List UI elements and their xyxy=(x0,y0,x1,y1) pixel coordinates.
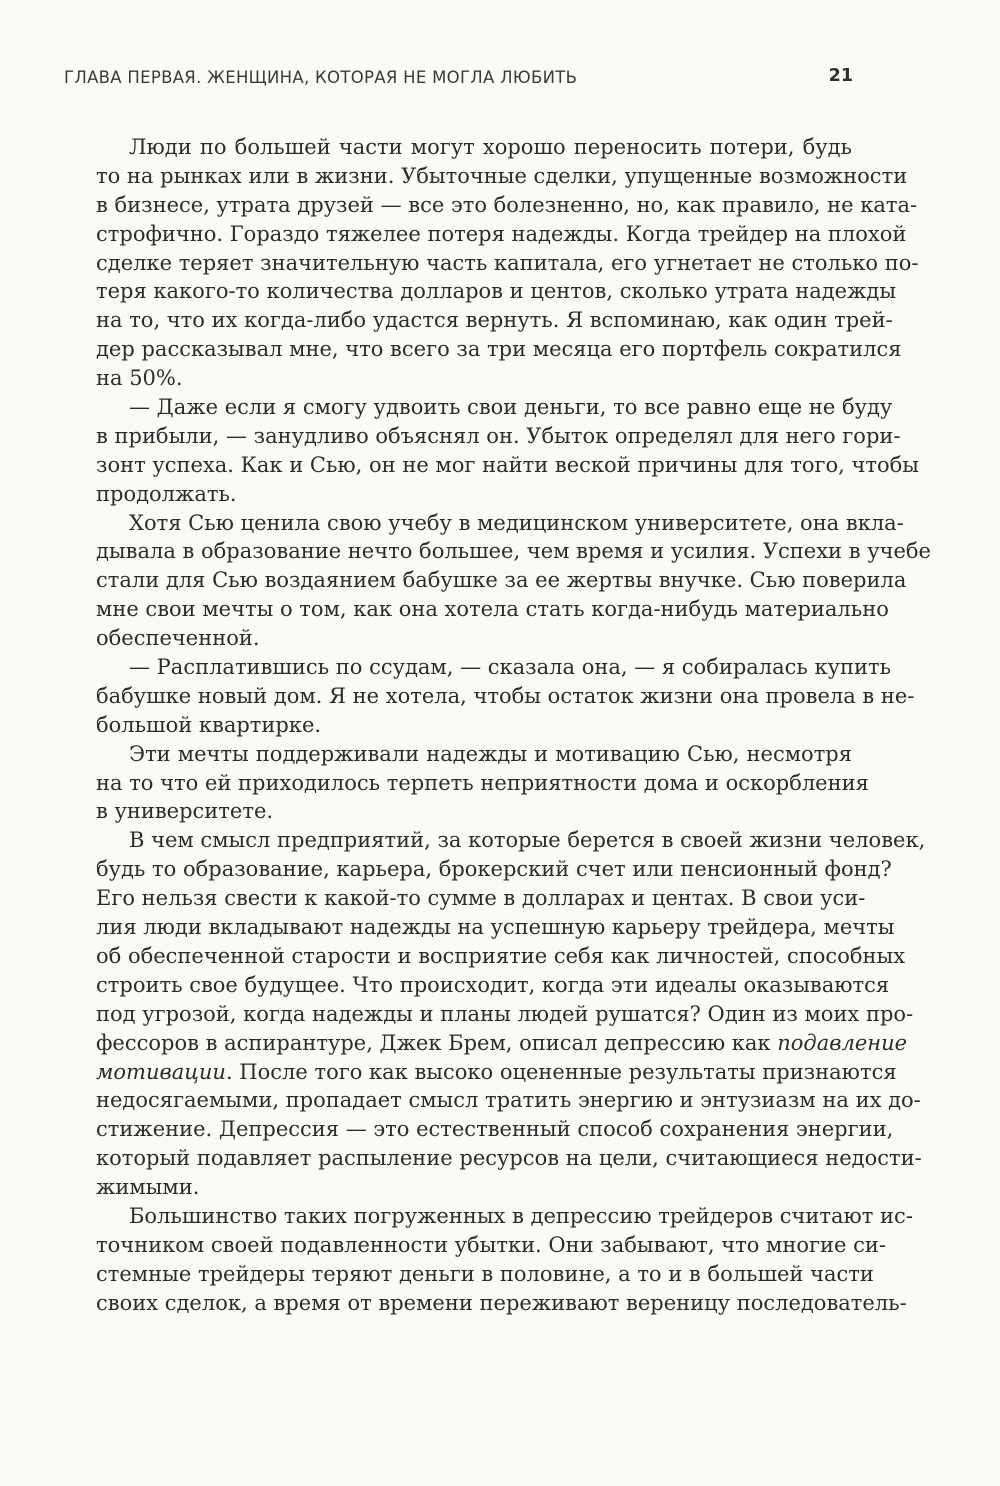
text-line: своих сделок, а время от времени переживают вереницу последователь- xyxy=(96,1290,907,1315)
text-line: Хотя Сью ценила свою учебу в медицинском университете, она вкла- xyxy=(129,510,904,535)
text-line: то на рынках или в жизни. Убыточные сделки, упущенные возможности xyxy=(96,163,908,188)
running-head-title: ГЛАВА ПЕРВАЯ. ЖЕНЩИНА, КОТОРАЯ НЕ МОГЛА ЛЮБИТЬ xyxy=(64,68,578,87)
text-line: обеспеченной. xyxy=(96,626,260,651)
italic-term: подавление xyxy=(777,1030,908,1055)
paragraph xyxy=(96,133,919,393)
text-line: Его нельзя свести к какой-то сумме в долларах и центах. В свои уси- xyxy=(96,886,866,911)
text-line: Эти мечты поддерживали надежды и мотивацию Сью, несмотря xyxy=(129,741,852,766)
text-line-with-italic xyxy=(96,1058,897,1087)
text-line: на то, что их когда-либо удастся вернуть. Я вспоминаю, как один трей- xyxy=(96,308,893,333)
text-line: Большинство таких погруженных в депрессию трейдеров считают ис- xyxy=(129,1203,913,1228)
text-line: об обеспеченной старости и восприятие себя как личностей, способных xyxy=(96,943,906,968)
paragraph xyxy=(96,653,915,740)
text-line: который подавляет распыление ресурсов на цели, считающиеся недости- xyxy=(96,1146,922,1171)
text-segment: . После того как высоко оцененные результаты признаются xyxy=(225,1059,897,1084)
paragraph xyxy=(96,1202,913,1318)
text-line: под угрозой, когда надежды и планы людей рушатся? Один из моих про- xyxy=(96,1001,914,1026)
text-line: жимыми. xyxy=(96,1175,200,1200)
text-line: бабушке новый дом. Я не хотела, чтобы остаток жизни она провела в не- xyxy=(96,683,915,708)
text-line: большой квартирке. xyxy=(96,712,322,737)
text-line: в бизнесе, утрата друзей — все это болезненно, но, как правило, не ката- xyxy=(96,192,918,217)
text-line: стемные трейдеры теряют деньги в половине, а то и в большей части xyxy=(96,1261,874,1286)
text-line: Люди по большей части могут хорошо переносить потери, будь xyxy=(129,135,852,159)
text-line: дер рассказывал мне, что всего за три месяца его портфель сократился xyxy=(96,337,902,362)
text-line: в прибыли, — занудливо объяснял он. Убыток определял для него гори- xyxy=(96,423,901,448)
page-number: 21 xyxy=(828,66,853,86)
text-line: точником своей подавленности убытки. Они забывают, что многие си- xyxy=(96,1232,886,1257)
paragraph xyxy=(96,509,931,653)
text-line: стали для Сью воздаянием бабушке за ее жертвы внучке. Сью поверила xyxy=(96,568,907,593)
text-line: недосягаемыми, пропадает смысл тратить энергию и энтузиазм на их до- xyxy=(96,1088,921,1113)
text-line: продолжать. xyxy=(96,481,237,506)
text-line: теря какого-то количества долларов и центов, сколько утрата надежды xyxy=(96,279,897,304)
text-line: сделке теряет значительную часть капитала, его угнетает не столько по- xyxy=(96,250,919,275)
text-line: строфично. Гораздо тяжелее потеря надежды. Когда трейдер на плохой xyxy=(96,221,907,246)
text-line: в университете. xyxy=(96,799,274,824)
text-line: на то что ей приходилось терпеть неприятности дома и оскорбления xyxy=(96,770,869,795)
text-segment: фессоров в аспирантуре, Джек Брем, описал депрессию как xyxy=(96,1030,771,1055)
text-line: зонт успеха. Как и Сью, он не мог найти веской причины для того, чтобы xyxy=(96,452,919,477)
text-line: — Расплатившись по ссудам, — сказала она, — я собиралась купить xyxy=(129,655,892,680)
paragraph xyxy=(96,740,869,827)
text-line: дывала в образование нечто большее, чем время и усилия. Успехи в учебе xyxy=(96,539,931,564)
text-line: будь то образование, карьера, брокерский счет или пенсионный фонд? xyxy=(96,857,892,882)
text-line: мне свои мечты о том, как она хотела стать когда-нибудь материально xyxy=(96,597,889,622)
text-line-with-italic xyxy=(96,1029,908,1058)
text-line: на 50%. xyxy=(96,366,183,391)
paragraph xyxy=(96,826,926,1202)
italic-term: мотивации xyxy=(96,1059,226,1084)
text-line: В чем смысл предприятий, за которые берется в своей жизни человек, xyxy=(129,828,926,853)
text-line: строить свое будущее. Что происходит, когда эти идеалы оказываются xyxy=(96,972,890,997)
text-line: лия люди вкладывают надежды на успешную карьеру трейдера, мечты xyxy=(96,915,895,940)
body-text xyxy=(96,133,931,1318)
paragraph xyxy=(96,393,919,509)
text-line: стижение. Депрессия — это естественный способ сохранения энергии, xyxy=(96,1117,894,1142)
text-line: — Даже если я смогу удвоить свои деньги, то все равно еще не буду xyxy=(129,395,893,420)
